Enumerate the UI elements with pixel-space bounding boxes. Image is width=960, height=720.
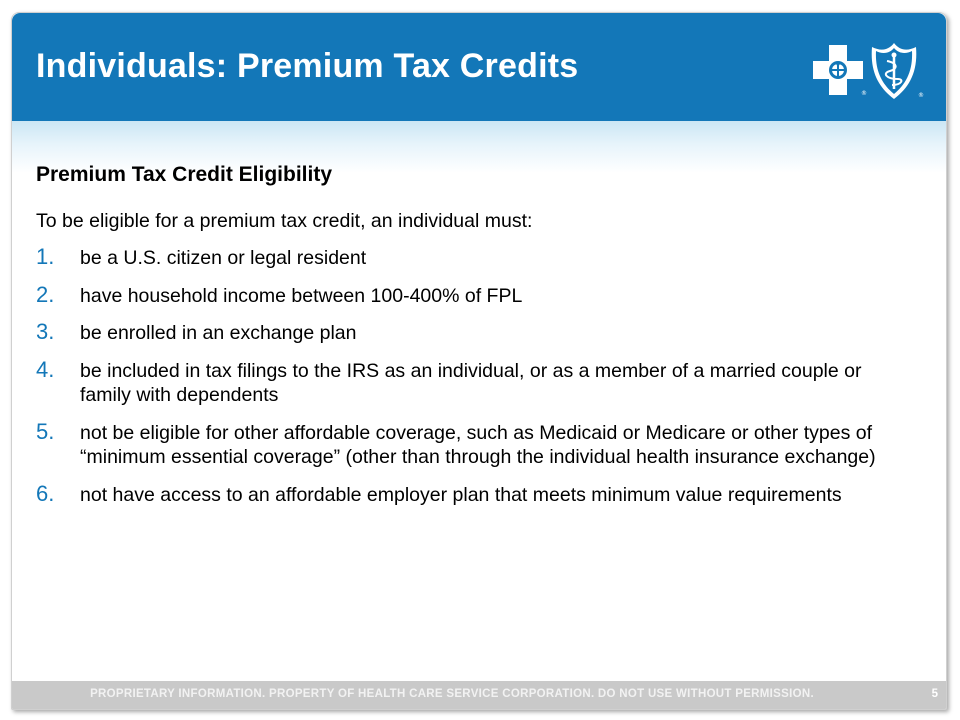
intro-text: To be eligible for a premium tax credit, an individual must:	[36, 210, 533, 232]
registered-mark-shield: ®	[918, 92, 924, 99]
list-item-text: not have access to an affordable employer plan that meets minimum value requirements	[80, 483, 842, 506]
proprietary-notice: PROPRIETARY INFORMATION. PROPERTY OF HEALTH CARE SERVICE CORPORATION. DO NOT USE WITHOUT PERMISSION.	[90, 688, 814, 700]
list-item-text: be enrolled in an exchange plan	[80, 322, 357, 344]
list-item-number: 4.	[36, 356, 55, 382]
list-item-number: 1.	[36, 244, 55, 269]
list-item-number: 5.	[36, 418, 55, 444]
slide-footer	[12, 681, 946, 709]
blue-shield-icon	[872, 43, 924, 99]
page-number: 5	[931, 688, 938, 700]
list-item	[36, 321, 916, 346]
blue-cross-icon	[813, 45, 867, 97]
slide-body	[36, 161, 916, 520]
eligibility-list	[36, 246, 916, 507]
section-heading: Premium Tax Credit Eligibility	[36, 163, 333, 186]
list-item-text: not be eligible for other affordable coverage, such as Medicaid or Medicare or other types of “minimum essential coverage” (other than through the individual health insurance exchange)	[80, 421, 876, 468]
list-item	[36, 356, 916, 408]
list-item-text: be included in tax filings to the IRS as an individual, or as a member of a married couple or family with dependents	[80, 359, 862, 406]
registered-mark-cross: ®	[861, 90, 867, 97]
list-item	[36, 480, 916, 508]
slide-header	[12, 13, 946, 121]
list-item-number: 6.	[36, 480, 55, 506]
logo-group	[812, 35, 928, 105]
slide-title: Individuals: Premium Tax Credits	[36, 47, 579, 85]
list-item	[36, 281, 916, 309]
list-item-text: have household income between 100-400% of FPL	[80, 284, 523, 307]
slide	[11, 12, 947, 710]
list-item-text: be a U.S. citizen or legal resident	[80, 247, 367, 269]
list-item	[36, 418, 916, 470]
list-item-number: 2.	[36, 281, 55, 307]
list-item	[36, 246, 916, 271]
list-item-number: 3.	[36, 319, 55, 344]
